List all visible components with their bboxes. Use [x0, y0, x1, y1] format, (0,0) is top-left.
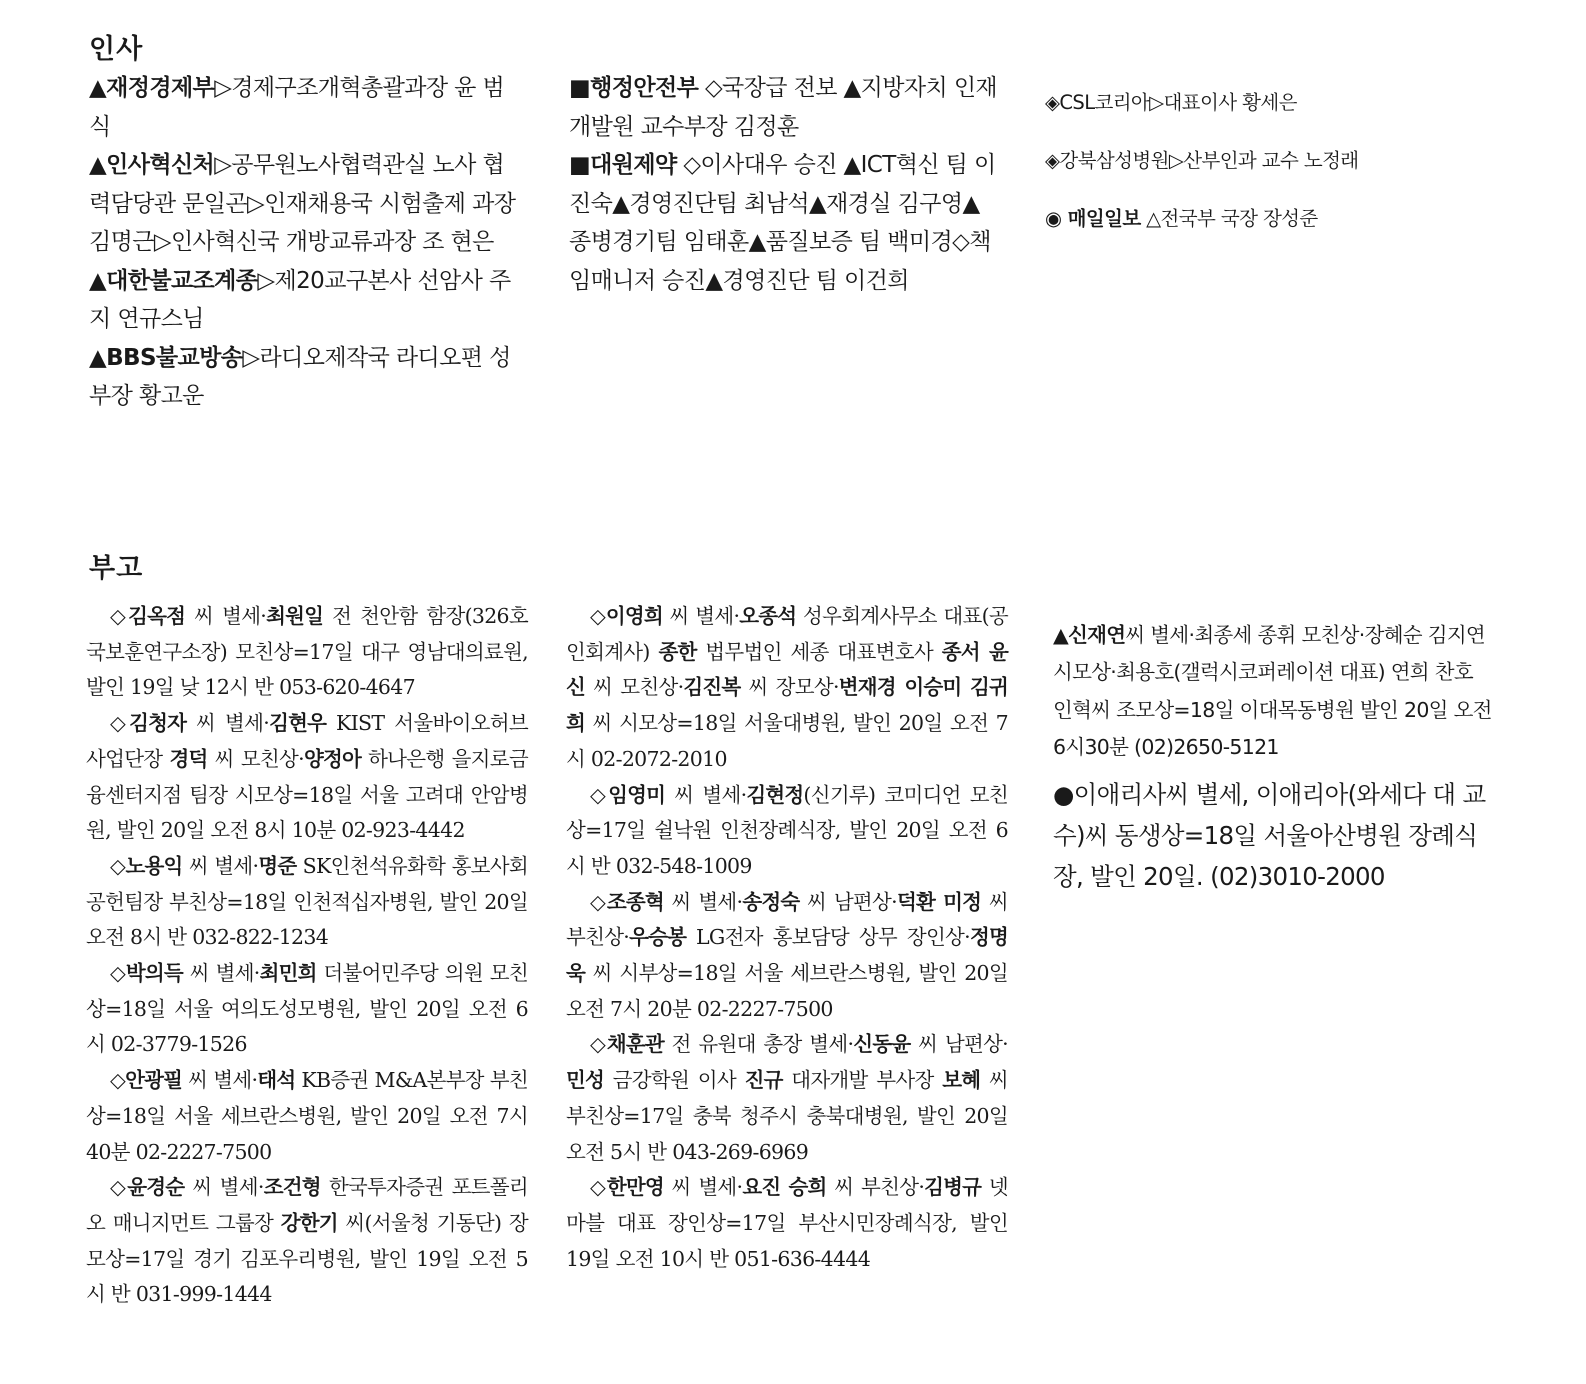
- org-name: ▲인사혁신처: [89, 152, 215, 178]
- insa-entry: [89, 262, 519, 339]
- org-name: ▲재정경제부: [89, 75, 215, 101]
- entry-text: ◈강북삼성병원▷산부인과 교수 노정래: [1045, 148, 1359, 172]
- obituary-entry: ●이애리사씨 별세, 이애리아(와세다 대 교수)씨 동생상=18일 서울아산병원 장례식장, 발인 20일. (02)3010-2000: [1053, 779, 1486, 891]
- insa-entry: [89, 69, 519, 146]
- insa-entry: [89, 146, 519, 262]
- insa-entry: [1045, 142, 1525, 181]
- insa-column-2: [569, 69, 999, 300]
- obituary-entry: ◇김청자 씨 별세·김현우 KIST 서울바이오허브 사업단장 경덕 씨 모친상·양정아 하나은행 을지로금융센터지점 팀장 시모상=18일 서울 고려대 안암병원, 발인 20일 오전 8시 10분 02-923-4442: [86, 711, 528, 843]
- entry-text: ◇국장급 전보 ▲지방자치 인재개발원 교수부장 김정훈: [569, 75, 998, 140]
- insa-column-1: [89, 69, 519, 416]
- insa-entry: [569, 146, 999, 300]
- obituary-entry: ◇한만영 씨 별세·요진 승희 씨 부친상·김병규 넷마블 대표 장인상=17일 부산시민장례식장, 발인 19일 오전 10시 반 051-636-4444: [566, 1175, 1008, 1271]
- entry-text: ▷라디오제작국 라디오편 성부장 황고운: [89, 344, 511, 409]
- org-name: ■행정안전부: [569, 75, 699, 101]
- obituary-entry: ▲신재연씨 별세·최종세 종휘 모친상·장혜순 김지연 시모상·최용호(갤럭시코퍼레이션 대표) 연희 찬호 인혁씨 조모상=18일 이대목동병원 발인 20일 오전6시30분 (02)2650-5121: [1053, 622, 1492, 759]
- entry-text: ▷경제구조개혁총괄과장 윤 범식: [89, 75, 505, 140]
- bugo-column-3b: [1053, 749, 1493, 921]
- insa-entry: [569, 69, 999, 146]
- org-name: ◉ 매일일보: [1045, 206, 1141, 230]
- obituary-entry: ◇조종혁 씨 별세·송정숙 씨 남편상·덕환 미정 씨 부친상·우승봉 LG전자 홍보담당 상무 장인상·정명욱 씨 시부상=18일 서울 세브란스병원, 발인 20일 오전 7시 20분 02-2227-7500: [566, 889, 1008, 1021]
- org-name: ▲대한불교조계종: [89, 267, 258, 294]
- bugo-column-2: [566, 599, 1008, 1277]
- obituary-entry: ◇박의득 씨 별세·최민희 더불어민주당 의원 모친상=18일 서울 여의도성모병원, 발인 20일 오전 6시 02-3779-1526: [86, 961, 528, 1057]
- obituary-entry: ◇채훈관 전 유원대 총장 별세·신동윤 씨 남편상·민성 금강학원 이사 진규 대자개발 부사장 보혜 씨 부친상=17일 충북 청주시 충북대병원, 발인 20일 오전 5시 반 043-269-6969: [566, 1032, 1008, 1164]
- entry-text: ▷제20교구본사 선암사 주지 연규스님: [89, 267, 511, 332]
- obituary-entry: ◇임영미 씨 별세·김현정(신기루) 코미디언 모친상=17일 쉴낙원 인천장례식장, 발인 20일 오전 6시 반 032-548-1009: [566, 782, 1009, 878]
- entry-text: △전국부 국장 장성준: [1140, 206, 1318, 230]
- obituary-entry: ◇안광필 씨 별세·태석 KB증권 M&A본부장 부친상=18일 서울 세브란스병원, 발인 20일 오전 7시 40분 02-2227-7500: [86, 1068, 528, 1164]
- insa-entry: [1045, 84, 1525, 123]
- insa-section-title: 인사: [89, 34, 144, 65]
- org-name: ■대원제약: [569, 152, 677, 178]
- bugo-column-1: [86, 599, 528, 1313]
- obituary-entry: ◇윤경순 씨 별세·조건형 한국투자증권 포트폴리오 매니지먼트 그룹장 강한기 씨(서울청 기동단) 장모상=17일 경기 김포우리병원, 발인 19일 오전 5시 반 031-999-1444: [86, 1175, 528, 1307]
- entry-text: ▷공무원노사협력관실 노사 협력담당관 문일곤▷인재채용국 시험출제 과장 김명근▷인사혁신국 개방교류과장 조 현은: [89, 152, 516, 255]
- insa-entry: [89, 339, 519, 416]
- org-name: ▲BBS불교방송: [89, 344, 243, 371]
- insa-entry: [1045, 200, 1525, 239]
- entry-text: ◇이사대우 승진 ▲ICT혁신 팀 이진숙▲경영진단팀 최남석▲재경실 김구영▲종병경기팀 임태훈▲품질보증 팀 백미경◇책임매니저 승진▲경영진단 팀 이건희: [569, 152, 996, 294]
- insa-column-3: [1045, 64, 1525, 258]
- obituary-entry: ◇이영희 씨 별세·오종석 성우회계사무소 대표(공인회계사) 종한 법무법인 세종 대표변호사 종서 윤신 씨 모친상·김진복 씨 장모상·변재경 이승미 김귀희 씨 시모상=18일 서울대병원, 발인 20일 오전 7시 02-2072-2010: [566, 604, 1008, 771]
- obituary-entry: ◇노용익 씨 별세·명준 SK인천석유화학 홍보사회공헌팀장 부친상=18일 인천적십자병원, 발인 20일 오전 8시 반 032-822-1234: [86, 853, 528, 950]
- obituary-entry: ◇김옥점 씨 별세·최원일 전 천안함 함장(326호 국보훈연구소장) 모친상=17일 대구 영남대의료원, 발인 19일 낮 12시 반 053-620-4647: [86, 604, 529, 700]
- entry-text: ◈CSL코리아▷대표이사 황세은: [1045, 90, 1297, 114]
- bugo-section-title: 부고: [89, 553, 144, 584]
